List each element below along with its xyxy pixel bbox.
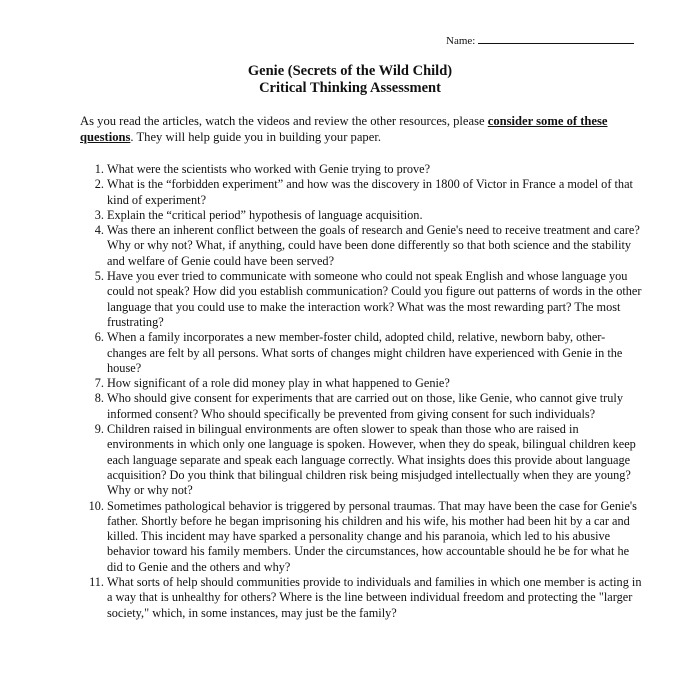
question-number: 6. bbox=[94, 330, 104, 345]
question-number: 2. bbox=[94, 177, 104, 192]
question-item bbox=[0, 499, 642, 575]
question-number: 10. bbox=[88, 498, 104, 513]
question-number: 9. bbox=[94, 422, 104, 437]
question-number: 4. bbox=[94, 223, 104, 238]
intro-emphasis: consider some of these questions bbox=[80, 114, 608, 144]
title-line-2: Critical Thinking Assessment bbox=[259, 80, 441, 96]
question-number: 3. bbox=[94, 207, 104, 222]
question-text: When a family incorporates a new member-foster child, adopted child, relative, newborn baby, other-changes are felt by all persons. What sorts of changes might children have experienced with Genie in the house? bbox=[107, 330, 623, 375]
intro-text-after: . They will help guide you in building your paper. bbox=[130, 130, 381, 144]
question-text: What sorts of help should communities provide to individuals and families in which one member is acting in a way that is unhealthy for others? Where is the line between individual freedom and protecting the "larger society," which, in some instances, may just be the family? bbox=[107, 575, 642, 620]
intro-paragraph bbox=[80, 113, 620, 145]
question-text: Explain the “critical period” hypothesis of language acquisition. bbox=[107, 207, 423, 222]
question-item bbox=[0, 422, 642, 498]
question-item bbox=[0, 162, 642, 177]
question-item bbox=[0, 330, 642, 376]
question-item bbox=[0, 208, 642, 223]
question-text: Was there an inherent conflict between the goals of research and Genie's need to receive treatment and care? Why or why not? What, if anything, could have been done differently so that both science and the stability and welfare of Genie could have been served? bbox=[107, 223, 640, 268]
document-title bbox=[0, 63, 700, 97]
question-number: 5. bbox=[94, 269, 104, 284]
question-text: Who should give consent for experiments that are carried out on those, like Genie, who cannot give truly informed consent? Who should specifically be prevented from giving consent for such individuals? bbox=[107, 391, 623, 421]
name-field bbox=[446, 34, 634, 47]
intro-text-before: As you read the articles, watch the videos and review the other resources, please bbox=[80, 114, 488, 128]
question-number: 8. bbox=[94, 391, 104, 406]
question-text: Sometimes pathological behavior is triggered by personal traumas. That may have been the case for Genie's father. Shortly before he began imprisoning his children and his wife, his mother had been hit by a car and killed. This incident may have sparked a personality change and his paranoia, which led to his abusive behavior toward his family members. Under the circumstances, how accountable should he be for what he did to Genie and the others and why? bbox=[107, 498, 637, 574]
question-text: How significant of a role did money play in what happened to Genie? bbox=[107, 376, 450, 391]
name-label: Name: bbox=[446, 35, 476, 47]
question-number: 11. bbox=[89, 575, 104, 590]
question-item bbox=[0, 269, 642, 330]
title-line-1: Genie (Secrets of the Wild Child) bbox=[247, 63, 453, 79]
question-item bbox=[0, 575, 642, 621]
name-blank-line bbox=[478, 34, 634, 44]
question-text: What is the “forbidden experiment” and how was the discovery in 1800 of Victor in France a model of that kind of experiment? bbox=[107, 177, 633, 207]
question-text: Have you ever tried to communicate with someone who could not speak English and whose language you could not speak? How did you establish communication? Could you figure out patterns of words in the other language that you could use to make the interaction work? What was the most rewarding part? The most frustrating? bbox=[107, 269, 642, 329]
question-item bbox=[0, 223, 642, 269]
question-text: Children raised in bilingual environments are often slower to speak than those who are raised in environments in which only one language is spoken. However, when they do speak, bilingual children keep each language separate and speak each language correctly. What insights does this provide about language acquisition? Do you think that bilingual children risk being misjudged intellectually when they are young? Why or why not? bbox=[107, 422, 636, 498]
question-item bbox=[0, 177, 642, 208]
question-text: What were the scientists who worked with Genie trying to prove? bbox=[107, 162, 431, 176]
question-item bbox=[0, 376, 642, 391]
question-number: 7. bbox=[94, 376, 104, 391]
question-item bbox=[0, 391, 642, 422]
question-list bbox=[0, 162, 642, 621]
question-number: 1. bbox=[94, 162, 104, 176]
